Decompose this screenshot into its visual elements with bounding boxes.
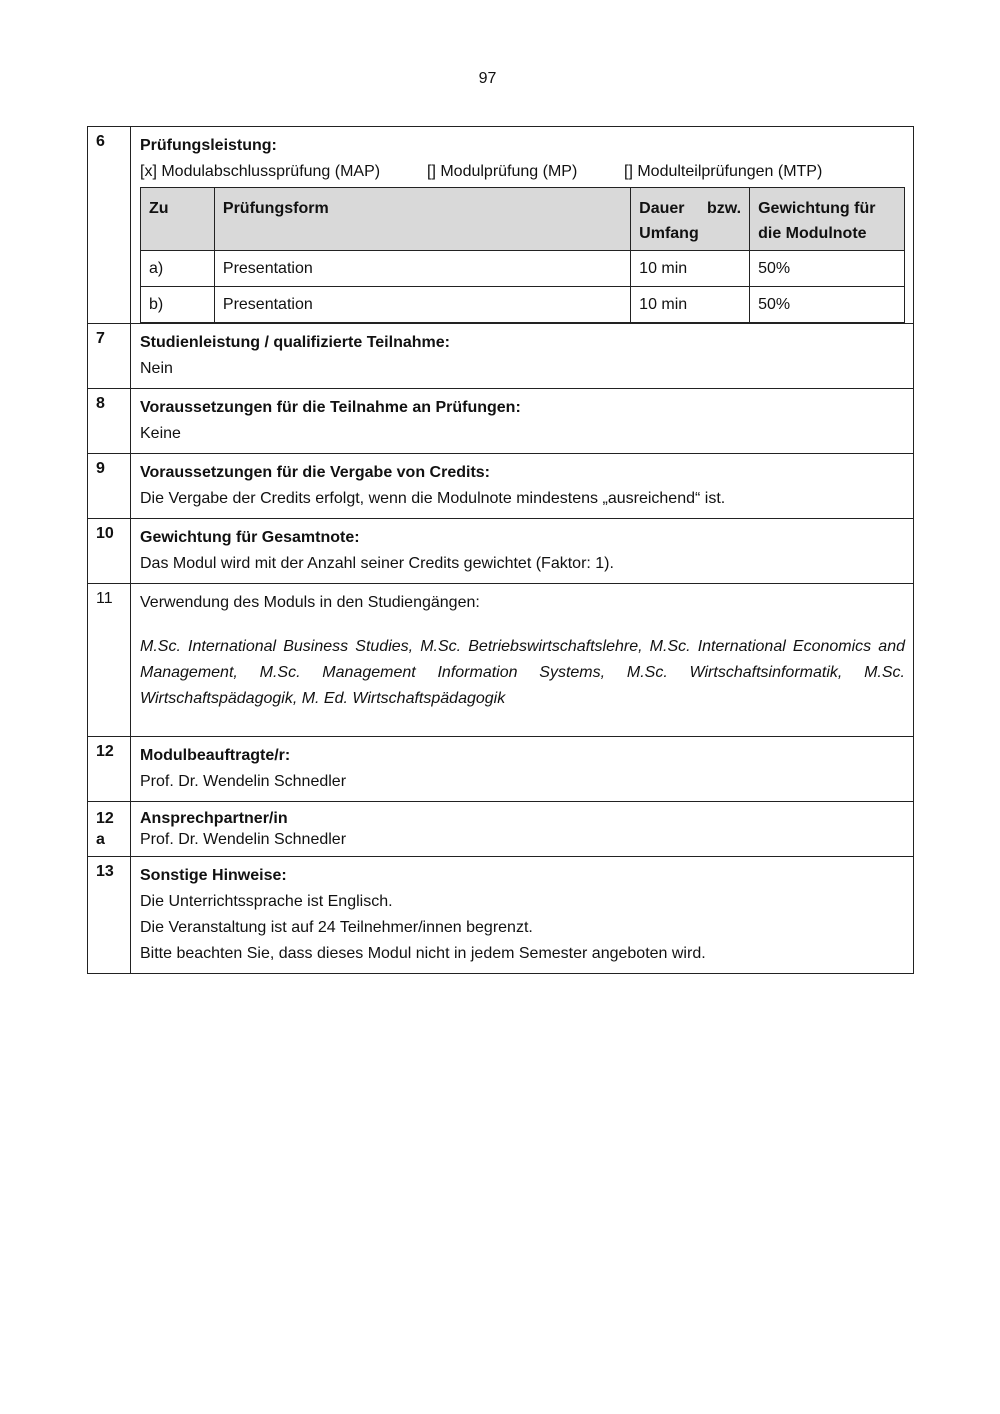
cell-dauer: 10 min	[631, 251, 750, 287]
header-pruefungsform: Prüfungsform	[214, 188, 630, 251]
option-map: [x] Modulabschlussprüfung (MAP)	[140, 163, 381, 180]
row-title: Voraussetzungen für die Vergabe von Credits:	[140, 464, 490, 481]
row-number: 10	[88, 519, 131, 584]
row-title: Modulbeauftragte/r:	[140, 747, 291, 764]
row-text: Keine	[140, 425, 181, 442]
header-zu: Zu	[141, 188, 215, 251]
row-sonstige-hinweise	[88, 857, 914, 974]
row-text: Die Unterrichtssprache ist Englisch.	[140, 893, 393, 910]
row-number: 6	[88, 127, 131, 324]
row-ansprechpartner	[88, 802, 914, 857]
page-number: 97	[478, 70, 497, 87]
row-number: 7	[88, 324, 131, 389]
row-text: Prof. Dr. Wendelin Schnedler	[140, 831, 347, 848]
row-text: Die Veranstaltung ist auf 24 Teilnehmer/innen begrenzt.	[140, 919, 533, 936]
row-title: Ansprechpartner/in	[140, 810, 288, 827]
row-number: 13	[88, 857, 131, 974]
row-number: 9	[88, 454, 131, 519]
row-number: 12 a	[88, 802, 131, 857]
option-mtp: [] Modulteilprüfungen (MTP)	[624, 163, 823, 180]
row-number: 8	[88, 389, 131, 454]
row-studienleistung	[88, 324, 914, 389]
row-text: Nein	[140, 360, 173, 377]
row-pruefungsleistung	[88, 127, 914, 324]
row-text: Prof. Dr. Wendelin Schnedler	[140, 773, 347, 790]
exam-table	[140, 187, 905, 323]
row-voraussetzungen-credits	[88, 454, 914, 519]
row-title: Gewichtung für Gesamtnote:	[140, 529, 360, 546]
cell-gewichtung: 50%	[750, 287, 905, 323]
module-table	[87, 126, 914, 974]
row-verwendung	[88, 584, 914, 737]
row-title: Verwendung des Moduls in den Studiengängen:	[140, 594, 480, 611]
row-title: Voraussetzungen für die Teilnahme an Prüfungen:	[140, 399, 521, 416]
cell-zu: b)	[141, 287, 215, 323]
row-text: Die Vergabe der Credits erfolgt, wenn die Modulnote mindestens „ausreichend“ ist.	[140, 490, 726, 507]
cell-zu: a)	[141, 251, 215, 287]
cell-gewichtung: 50%	[750, 251, 905, 287]
row-modulbeauftragte	[88, 737, 914, 802]
header-gewichtung: Gewichtung für die Modulnote	[750, 188, 905, 251]
cell-form: Presentation	[214, 287, 630, 323]
row-title: Sonstige Hinweise:	[140, 867, 287, 884]
row-voraussetzungen-pruefungen	[88, 389, 914, 454]
table-row	[141, 287, 905, 323]
table-row	[141, 251, 905, 287]
exam-type-options	[140, 159, 905, 185]
header-dauer: Dauer bzw. Umfang	[631, 188, 750, 251]
row-content	[131, 127, 914, 324]
row-title: Prüfungsleistung:	[140, 137, 277, 154]
row-text: Das Modul wird mit der Anzahl seiner Credits gewichtet (Faktor: 1).	[140, 555, 614, 572]
cell-form: Presentation	[214, 251, 630, 287]
row-text: Bitte beachten Sie, dass dieses Modul nicht in jedem Semester angeboten wird.	[140, 945, 706, 962]
option-mp: [] Modulprüfung (MP)	[427, 163, 578, 180]
cell-dauer: 10 min	[631, 287, 750, 323]
row-number: 11	[88, 584, 131, 737]
row-title: Studienleistung / qualifizierte Teilnahme:	[140, 334, 450, 351]
row-text: M.Sc. International Business Studies, M.Sc. Betriebswirtschaftslehre, M.Sc. International Economics and Management, M.Sc. Management Information Systems, M.Sc. Wirtschaftsinformatik, M.Sc. Wirtschaftspädagogik, M. Ed. Wirtschaftspädagogik	[140, 638, 905, 707]
row-gewichtung-gesamtnote	[88, 519, 914, 584]
row-number: 12	[88, 737, 131, 802]
exam-table-header	[141, 188, 905, 251]
